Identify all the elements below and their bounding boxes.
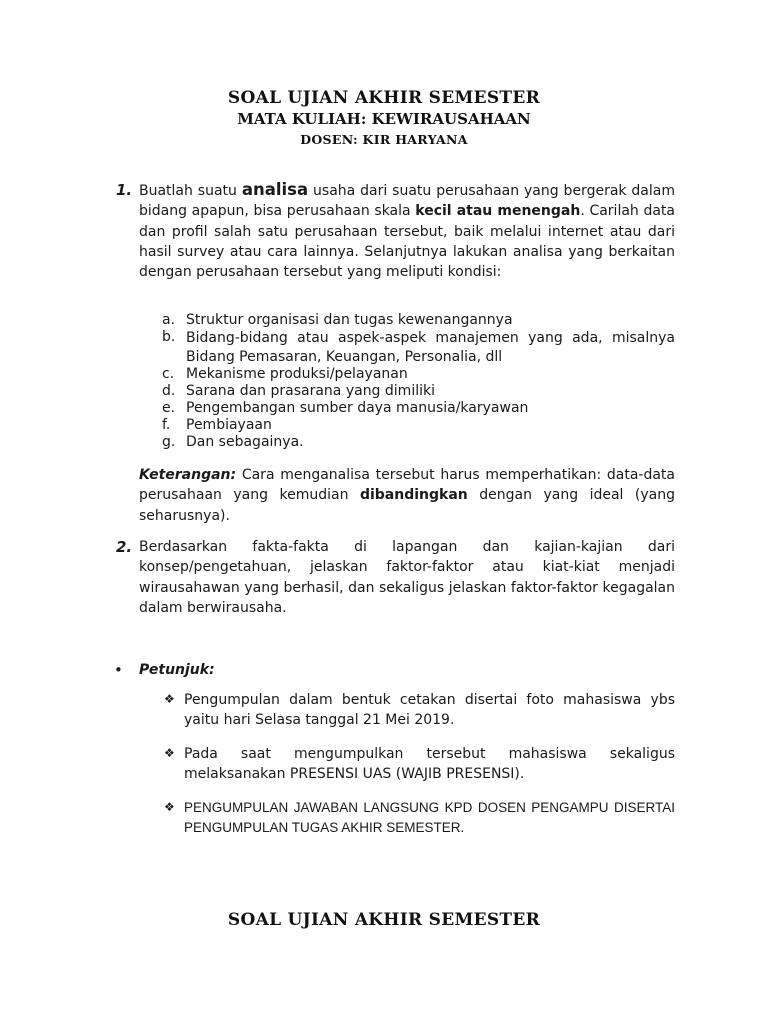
list-item <box>162 329 675 366</box>
list-marker: a. <box>162 312 176 328</box>
course-title: MATA KULIAH: KEWIRAUSAHAAN <box>237 110 531 128</box>
list-item-text: Pengembangan sumber daya manusia/karyawan <box>186 400 529 417</box>
list-item-text: Pembiayaan <box>186 417 272 434</box>
q1-text-part: usaha dari suatu perusahaan yang bergerak dalam bidang apapun, bisa perusahaan skala <box>139 183 675 220</box>
list-marker: e. <box>162 400 176 417</box>
question-1-text <box>139 180 675 282</box>
list-marker: c. <box>162 366 175 383</box>
list-item <box>162 417 675 434</box>
list-marker: d. <box>162 383 176 400</box>
q1-text-part: Buatlah suatu <box>139 183 242 199</box>
q1-text-part: . Carilah data dan profil salah satu perusahaan tersebut, baik melalui internet atau dari hasil survey atau cara lainnya. Selanjutnya lakukan analisa yang berkaitan dengan perusahaan tersebut yang meliputi kondisi: <box>139 203 675 281</box>
q1-emphasis-scale: kecil atau menengah <box>415 203 581 220</box>
list-item-text: Struktur organisasi dan tugas kewenangannya <box>186 312 513 328</box>
q1-note <box>139 465 675 526</box>
note-label: Keterangan: <box>139 467 237 483</box>
question-2-number: 2. <box>116 538 133 556</box>
question-2-text: Berdasarkan fakta-fakta di lapangan dan kajian-kajian dari konsep/pengetahuan, jelaskan faktor-faktor atau kiat-kiat menjadi wirausahawan yang berhasil, dan sekaligus jelaskan faktor-faktor kegagalan dalam berwirausaha. <box>139 539 675 616</box>
list-item-text: Bidang-bidang atau aspek-aspek manajemen yang ada, misalnya Bidang Pemasaran, Keuangan, Personalia, dll <box>186 330 675 365</box>
list-marker: g. <box>162 434 176 451</box>
list-item <box>162 312 675 329</box>
note-emphasis: dibandingkan <box>359 487 468 504</box>
list-item <box>162 383 675 400</box>
list-marker: b. <box>162 329 176 346</box>
list-marker: f. <box>162 417 171 434</box>
diamond-bullet-icon: ❖ <box>164 800 175 814</box>
note-text-part: Cara menganalisa tersebut harus memperhatikan: data-data perusahaan yang kemudian <box>139 467 675 504</box>
diamond-bullet-icon: ❖ <box>164 692 175 706</box>
exam-title: SOAL UJIAN AKHIR SEMESTER <box>227 88 541 108</box>
list-item <box>162 366 675 383</box>
instruction-item: Pengumpulan dalam bentuk cetakan disertai foto mahasiswa ybs yaitu hari Selasa tanggal 21 Mei 2019. <box>184 692 675 728</box>
bullet-icon: • <box>114 661 123 679</box>
instruction-item: PENGUMPULAN JAWABAN LANGSUNG KPD DOSEN PENGAMPU DISERTAI PENGUMPULAN TUGAS AKHIR SEMESTER. <box>184 800 675 835</box>
question-1-number: 1. <box>116 181 133 199</box>
lecturer-name: DOSEN: KIR HARYANA <box>300 132 468 147</box>
exam-title-repeat: SOAL UJIAN AKHIR SEMESTER <box>227 910 541 930</box>
list-item <box>162 400 675 417</box>
list-item-text: Mekanisme produksi/pelayanan <box>186 366 408 383</box>
instruction-item: Pada saat mengumpulkan tersebut mahasiswa sekaligus melaksanakan PRESENSI UAS (WAJIB PRESENSI). <box>184 746 675 782</box>
diamond-bullet-icon: ❖ <box>164 746 175 760</box>
q1-emphasis-analisa: analisa <box>241 180 309 199</box>
list-item-text: Dan sebagainya. <box>186 434 304 451</box>
list-item-text: Sarana dan prasarana yang dimiliki <box>186 383 435 400</box>
q1-condition-list <box>162 312 675 452</box>
instructions-heading: Petunjuk: <box>139 662 215 678</box>
list-item <box>162 434 675 451</box>
note-text-part: dengan yang ideal (yang seharusnya). <box>139 487 675 524</box>
